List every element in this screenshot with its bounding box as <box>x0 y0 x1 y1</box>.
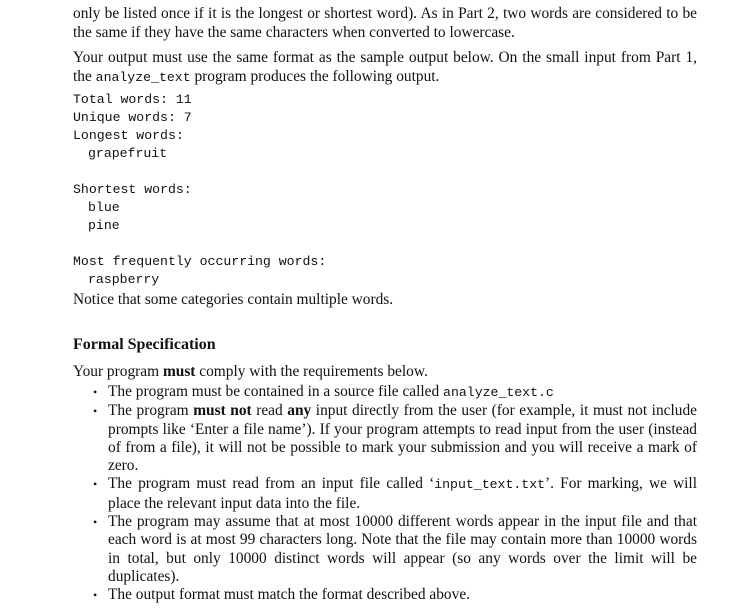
emphasis: must not <box>193 402 252 420</box>
text: program produces the following output. <box>190 68 440 85</box>
requirement-item <box>93 402 697 475</box>
bullet-icon: • <box>93 404 98 419</box>
frequent-word-item: raspberry <box>88 272 160 287</box>
text: comply with the requirements below. <box>195 363 428 380</box>
shortest-word-item: pine <box>88 218 120 233</box>
inline-code-input-file: input_text.txt <box>434 477 546 493</box>
text: input directly from the user (for example, it must not include prompts like ‘Enter a file name’). If your program attempts to read input from the user (instead of from a file), it will not be possible to mark your submission and you will receive a mark of zero. <box>108 402 697 475</box>
text: The program may assume that at most 10000 different words appear in the input file and that each word is at most 99 characters long. Note that the file may contain more than 10000 words in total, but only 10000 distinct words will appear (so any words over the limit will be duplicates). <box>108 513 697 585</box>
emphasis: must <box>162 363 196 380</box>
requirement-item <box>93 586 697 604</box>
text: Your output must use the same format as the sample output below. On the small input from Part 1, the <box>73 49 697 85</box>
frequent-words-label: Most frequently occurring words: <box>73 254 327 269</box>
paragraph-output-format <box>73 48 697 87</box>
section-heading: Formal Specification <box>73 336 216 353</box>
notice-text: Notice that some categories contain multiple words. <box>73 291 394 308</box>
bullet-icon: • <box>93 477 98 492</box>
text: Your program <box>73 363 163 380</box>
text: The program <box>108 402 194 420</box>
paragraph-word-equality: only be listed once if it is the longest or shortest word). As in Part 2, two words are considered to be the same if they have the same characters when converted to lowercase. <box>73 5 697 41</box>
text: The program must read from an input file called ‘ <box>108 475 435 493</box>
longest-word-item: grapefruit <box>88 146 168 161</box>
emphasis: any <box>287 402 312 420</box>
blank-line <box>73 163 326 181</box>
requirement-item <box>93 383 697 402</box>
sample-output-block <box>73 91 326 289</box>
bullet-icon: • <box>93 515 98 530</box>
bullet-icon: • <box>93 385 98 399</box>
longest-words-label: Longest words: <box>73 128 184 143</box>
shortest-word-item: blue <box>88 200 120 215</box>
inline-code-program-name: analyze_text <box>95 70 191 85</box>
requirement-item <box>93 475 697 513</box>
requirement-item <box>93 513 697 586</box>
total-words-line: Total words: 11 <box>73 92 192 107</box>
text: read <box>251 402 288 420</box>
bullet-icon: • <box>93 588 98 603</box>
blank-line <box>73 235 326 253</box>
inline-code-filename: analyze_text.c <box>443 385 554 400</box>
text: The program must be contained in a source file called <box>108 383 444 400</box>
shortest-words-label: Shortest words: <box>73 182 192 197</box>
text: The output format must match the format described above. <box>108 586 470 604</box>
requirements-list <box>93 382 697 605</box>
unique-words-line: Unique words: 7 <box>73 110 192 125</box>
spec-intro <box>73 362 428 381</box>
text: ’. For marking, we will place the relevant input data into the file. <box>108 475 697 512</box>
